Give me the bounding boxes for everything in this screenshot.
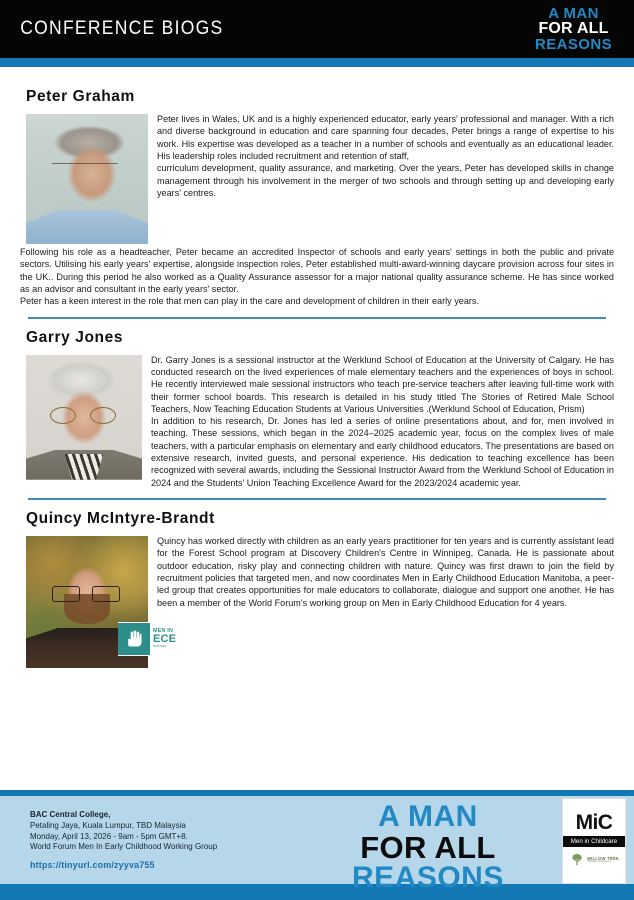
mic-subtitle: Men in Childcare <box>563 836 625 847</box>
event-datetime: Monday, April 13, 2026 - 9am - 5pm GMT+8. <box>30 830 188 841</box>
bio-quincy-mcintyre-brandt <box>20 510 614 670</box>
mic-wordmark: MiC <box>575 811 613 834</box>
garry-jones-photo <box>26 355 142 480</box>
willow-tree-text <box>587 857 619 864</box>
brand-logo-line2: FOR ALL <box>538 19 609 37</box>
brand-logo-line3: REASONS <box>535 36 612 54</box>
glasses-icon <box>52 163 118 176</box>
bio-text <box>20 113 614 308</box>
bio-paragraph: Peter lives in Wales, UK and is a highly experienced educator, early years' professional and manager. With a rich and diverse background in education and care spanning four decades, Peter brings a range of expertise to his work. His expertise was developed as a teacher in a number of schools and eventually as an educational leader. His leadership roles included recruitment and retention of staff, <box>157 114 614 161</box>
page-header <box>0 0 634 58</box>
badge-line2: ECE <box>153 633 177 646</box>
bio-paragraph: Peter has a keen interest in the role that men can play in the care and development of children in their early years. <box>20 296 479 307</box>
section-divider <box>28 317 606 319</box>
brand-logo-line1: A MAN <box>378 800 478 833</box>
event-venue: BAC Central College, <box>30 808 111 819</box>
brand-logo-header <box>535 6 634 53</box>
willow-tagline: Childcare Consultancy <box>587 859 611 863</box>
footer-main <box>0 796 634 894</box>
brand-logo-line3: REASONS <box>352 861 504 894</box>
bio-text <box>20 535 614 670</box>
event-location: Petaling Jaya, Kuala Lumpur, TBD Malaysia <box>30 819 186 830</box>
bio-paragraph: Dr. Garry Jones is a sessional instructor at the Werklund School of Education at the University of Calgary. He has conducted research on the lived experiences of male elementary teachers and the experiences of boys in school. He recently interviewed male sessional instructors who teach pre-service teachers after leaving full-time work with their former school boards. This research is detailed in his study titled The Stories of Retired Male School Teachers, Now Teaching Education Students at Various Universities .(Werklund School of Education, Prism) <box>151 354 614 414</box>
brand-logo-footer <box>352 802 504 893</box>
portrait-shirt <box>26 210 148 244</box>
bio-name-heading: Peter Graham <box>26 88 135 105</box>
bio-name-heading: Quincy McIntyre-Brandt <box>26 510 215 527</box>
bio-peter-graham <box>20 88 614 308</box>
bio-garry-jones <box>20 329 614 489</box>
willow-tree-logo <box>569 852 619 868</box>
header-spacer <box>0 67 634 76</box>
men-in-childcare-logo <box>562 798 626 884</box>
bio-paragraph: curriculum development, quality assurance, and marketing. Over the years, Peter has developed skills in change management through his involvement in the merger of two schools and through setting up and developing early years' centres. <box>157 163 614 198</box>
event-details <box>0 809 330 871</box>
event-organiser: World Forum Men In Early Childhood Working Group <box>30 841 218 852</box>
badge-text <box>150 629 176 649</box>
page-title: CONFERENCE BIOGS <box>20 18 224 39</box>
event-registration-link[interactable]: https://tinyurl.com/zyyva755 <box>30 860 155 872</box>
tree-icon <box>569 852 585 868</box>
page-footer <box>0 790 634 900</box>
badge-line1: MEN IN <box>153 628 174 634</box>
footer-bottom-rule <box>0 884 634 900</box>
badge-line3: MANITOBA <box>153 645 167 649</box>
willow-name: WILLOW TREE <box>587 855 619 861</box>
bio-name-heading: Garry Jones <box>26 328 124 346</box>
peter-graham-photo <box>26 114 148 244</box>
bios-container <box>0 76 634 670</box>
quincy-mcintyre-brandt-photo <box>26 536 177 668</box>
men-in-ece-badge <box>118 622 186 656</box>
glasses-icon <box>52 586 120 600</box>
glasses-icon <box>48 407 118 422</box>
section-divider <box>28 498 606 500</box>
brand-logo-line2: FOR ALL <box>360 830 496 865</box>
bio-paragraph: Following his role as a headteacher, Peter became an accredited Inspector of schools and early years' settings in both the public and private sectors. Utilising his early years' expertise, alongside inspection roles, Peter established multi-award-winning daycare provision across four sites in the UK.. During this period he also worked as a Quality Assurance assessor for a major national quality assurance scheme. He has since worked as an advisor and consultant in the early years' sector. <box>20 247 614 294</box>
bio-paragraph: In addition to his research, Dr. Jones has led a series of online presentations about, and for, men involved in teaching. These sessions, which began in the 2024–2025 academic year, focus on the complex lives of male teachers, with a particular emphasis on elementary and early childhood educators. The presentations are based on extensive research, invited guests, and personal experience. His dedication to teaching excellence has been recognized with several awards, including the Sessional Instructor Award from the Werklund School of Education in 2024 and the Students' Union Teaching Excellence Award for the 2023/2024 academic year. <box>151 416 614 488</box>
bio-paragraph: Quincy has worked directly with children as an early years practitioner for ten years and is currently assistant lead for the Forest School program at Discovery Children's Centre in Winnipeg, Canada. He is passionate about outdoor education, risky play and connecting children with nature. Quincy was first drawn to join the field by recruitment policies that targeted men, and now coordinates Men in Early Childhood Education Manitoba, a peer-led group that creates opportunities for male educators to collaborate, dialogue and support one another. He has been a member of the World Forum's working group on Men in Early Childhood Education for 4 years. <box>157 536 614 608</box>
bio-text <box>20 354 614 489</box>
brand-logo-line1: A MAN <box>548 4 599 22</box>
header-accent-bar <box>0 58 634 67</box>
hand-icon <box>118 623 150 655</box>
